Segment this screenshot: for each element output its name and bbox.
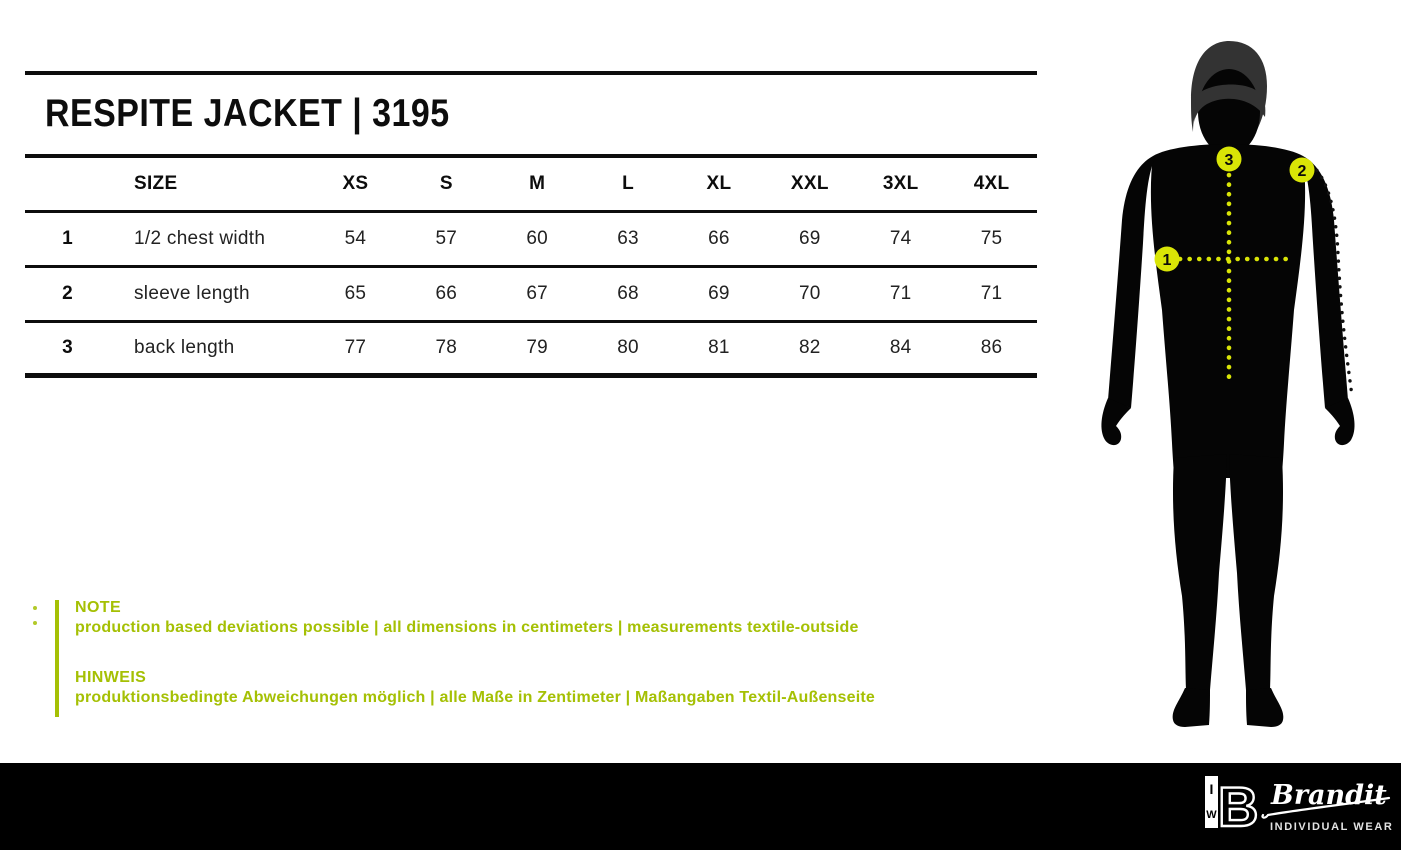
value-cell: 71	[889, 283, 912, 304]
value-cell: 71	[980, 283, 1003, 304]
header-size-m: M	[529, 173, 546, 194]
header-size-s: S	[439, 173, 453, 194]
value-cell: 78	[435, 337, 458, 358]
value-cell: 75	[980, 228, 1003, 249]
svg-text:2: 2	[1297, 163, 1307, 180]
value-cell: 80	[617, 337, 639, 358]
body-silhouette-graphic	[1095, 38, 1357, 733]
svg-text:W: W	[1206, 809, 1217, 821]
size-table	[25, 158, 1037, 378]
header-size-3xl: 3XL	[882, 173, 919, 194]
value-cell: 86	[980, 337, 1003, 358]
svg-text:B: B	[1218, 775, 1259, 838]
top-rule	[25, 71, 1037, 75]
right-foot-shape	[1246, 688, 1283, 727]
page-title: RESPITE JACKET | 3195	[45, 92, 450, 135]
svg-text:I: I	[1209, 781, 1214, 797]
header-size-label: SIZE	[134, 173, 178, 194]
svg-text:1: 1	[1162, 252, 1172, 269]
row-number: 3	[62, 337, 73, 358]
left-foot-shape	[1173, 688, 1210, 727]
marker-2-sleeve	[1290, 158, 1315, 183]
row-number: 2	[62, 283, 73, 304]
value-cell: 84	[889, 337, 912, 358]
brandit-logo	[1197, 770, 1397, 840]
header-size-xl: XL	[706, 173, 732, 194]
value-cell: 65	[344, 283, 367, 304]
table-row-sleeve-length	[25, 268, 1037, 323]
row-label: 1/2 chest width	[134, 228, 266, 249]
note-block	[75, 599, 1035, 707]
note-title-en: NOTE	[75, 599, 122, 616]
value-cell: 54	[344, 228, 367, 249]
value-cell: 69	[708, 283, 730, 304]
row-label: sleeve length	[134, 283, 250, 304]
value-cell: 57	[435, 228, 458, 249]
header-size-xxl: XXL	[790, 173, 829, 194]
value-cell: 77	[344, 337, 367, 358]
brandit-tagline: INDIVIDUAL WEAR	[1270, 821, 1394, 833]
measurement-figure	[1095, 38, 1357, 733]
value-cell: 63	[617, 228, 639, 249]
left-leg-shape	[1173, 454, 1227, 690]
table-row-chest-width	[25, 213, 1037, 268]
row-number: 1	[62, 228, 73, 249]
value-cell: 60	[526, 228, 549, 249]
marker-3-back	[1217, 147, 1242, 172]
note-text-de: produktionsbedingte Abweichungen möglich | alle Maße in Zentimeter | Maßangaben Textil-Außenseite	[75, 689, 875, 706]
value-cell: 69	[798, 228, 821, 249]
right-arm-shape	[1301, 156, 1348, 408]
footer-bar	[0, 763, 1401, 850]
brandit-logo-graphic	[1197, 770, 1397, 840]
value-cell: 66	[708, 228, 730, 249]
note-accent-bar	[55, 600, 59, 717]
value-cell: 81	[708, 337, 730, 358]
note-title-de: HINWEIS	[75, 669, 147, 686]
row-label: back length	[134, 337, 235, 358]
value-cell: 82	[798, 337, 821, 358]
value-cell: 68	[617, 283, 639, 304]
marker-1-chest	[1155, 247, 1180, 272]
size-table-header-row	[25, 158, 1037, 213]
value-cell: 66	[435, 283, 458, 304]
note-text-en: production based deviations possible | all dimensions in centimeters | measurements textile-outside	[75, 619, 859, 636]
header-size-l: L	[622, 173, 635, 194]
value-cell: 79	[526, 337, 549, 358]
brandit-script-wordmark: Brandit	[1271, 780, 1387, 811]
header-size-4xl: 4XL	[973, 173, 1010, 194]
value-cell: 67	[526, 283, 549, 304]
value-cell: 74	[889, 228, 912, 249]
right-leg-shape	[1229, 454, 1283, 690]
header-size-xs: XS	[342, 173, 369, 194]
value-cell: 70	[798, 283, 821, 304]
table-row-back-length	[25, 323, 1037, 378]
left-arm-shape	[1108, 156, 1155, 408]
brandit-monogram-icon	[1205, 775, 1258, 838]
svg-text:3: 3	[1224, 152, 1234, 169]
note-dots-decoration	[33, 606, 37, 636]
